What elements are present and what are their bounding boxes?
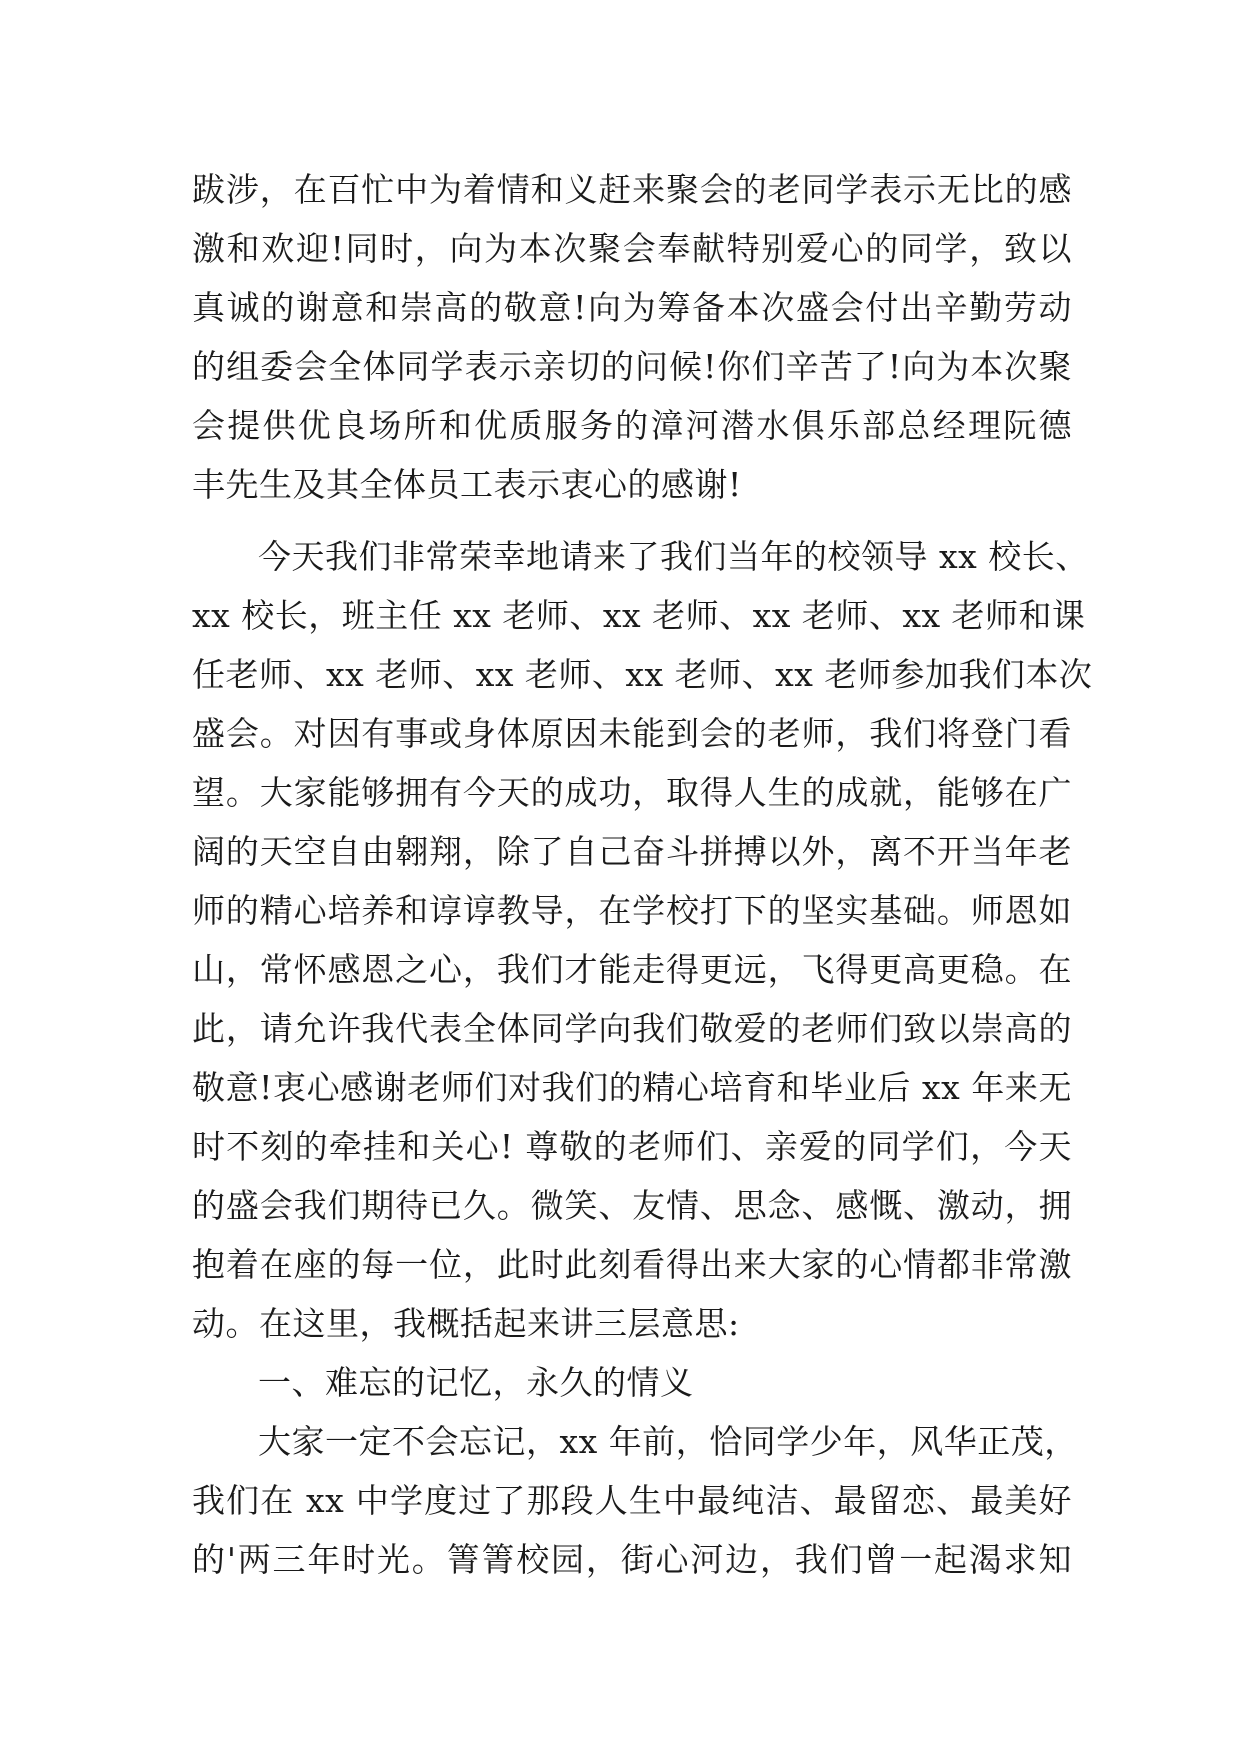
text-line: xx 校长，班主任 xx 老师、xx 老师、xx 老师、xx 老师和课 (192, 596, 1086, 635)
paragraph-gap (192, 514, 1072, 527)
text-line: 山，常怀感恩之心，我们才能走得更远，飞得更高更稳。在 (192, 950, 1072, 989)
text-line: 任老师、xx 老师、xx 老师、xx 老师、xx 老师参加我们本次 (192, 655, 1093, 694)
text-line: 的组委会全体同学表示亲切的问候!你们辛苦了!向为本次聚 (192, 347, 1072, 386)
text-line: 望。大家能够拥有今天的成功，取得人生的成就，能够在广 (192, 773, 1072, 812)
text-line: 动。在这里，我概括起来讲三层意思: (192, 1304, 740, 1343)
text-line: 真诚的谢意和崇高的敬意!向为筹备本次盛会付出辛勤劳动 (192, 288, 1072, 327)
paragraph-1 (192, 160, 1072, 514)
text-line: 丰先生及其全体员工表示衷心的感谢! (192, 465, 742, 504)
section-heading (192, 1353, 1072, 1412)
text-line: 今天我们非常荣幸地请来了我们当年的校领导 xx 校长、 (258, 537, 1089, 576)
text-line: 跋涉，在百忙中为着情和义赶来聚会的老同学表示无比的感 (192, 170, 1072, 209)
text-line: 我们在 xx 中学度过了那段人生中最纯洁、最留恋、最美好 (192, 1481, 1072, 1520)
text-line: 盛会。对因有事或身体原因未能到会的老师，我们将登门看 (192, 714, 1072, 753)
text-line: 阔的天空自由翱翔，除了自己奋斗拼搏以外，离不开当年老 (192, 832, 1072, 871)
text-line: 此，请允许我代表全体同学向我们敬爱的老师们致以崇高的 (192, 1009, 1072, 1048)
text-line: 敬意!衷心感谢老师们对我们的精心培育和毕业后 xx 年来无 (192, 1068, 1072, 1107)
text-line: 师的精心培养和谆谆教导，在学校打下的坚实基础。师恩如 (192, 891, 1072, 930)
text-line: 激和欢迎!同时，向为本次聚会奉献特别爱心的同学，致以 (192, 229, 1072, 268)
paragraph-3 (192, 1412, 1078, 1589)
text-line: 抱着在座的每一位，此时此刻看得出来大家的心情都非常激 (192, 1245, 1072, 1284)
heading-line: 一、难忘的记忆，永久的情义 (258, 1363, 694, 1402)
paragraph-2 (192, 527, 1093, 1353)
text-line: 的盛会我们期待已久。微笑、友情、思念、感慨、激动，拥 (192, 1186, 1072, 1225)
text-line: 会提供优良场所和优质服务的漳河潜水俱乐部总经理阮德 (192, 406, 1072, 445)
text-line: 时不刻的牵挂和关心! 尊敬的老师们、亲爱的同学们，今天 (192, 1127, 1072, 1166)
text-line: 大家一定不会忘记，xx 年前，恰同学少年，风华正茂， (258, 1422, 1078, 1461)
document-body (192, 160, 1093, 1589)
text-line: 的'两三年时光。箐箐校园，街心河边，我们曾一起渴求知 (192, 1540, 1072, 1579)
